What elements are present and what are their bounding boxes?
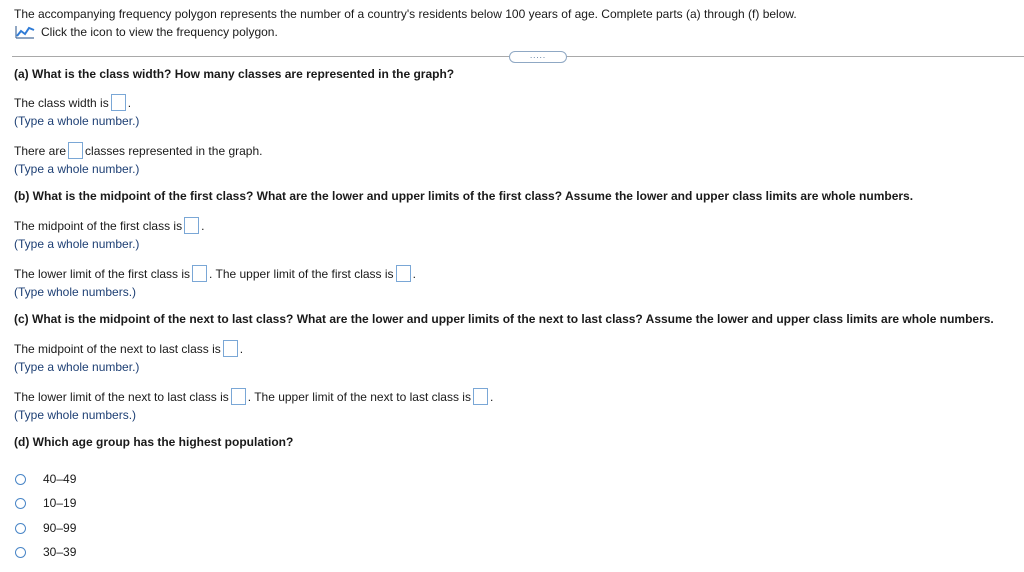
period: . bbox=[127, 95, 132, 110]
part-a-question: (a) What is the class width? How many classes are represented in the graph? bbox=[14, 67, 455, 81]
part-b-question: (b) What is the midpoint of the first class? What are the lower and upper limits of the first class? Assume the lower and upper class limits are whole numbers. bbox=[14, 189, 914, 203]
option-label: 30–39 bbox=[43, 545, 77, 559]
expand-button[interactable]: ..... bbox=[509, 51, 567, 63]
option-label: 40–49 bbox=[43, 472, 77, 486]
first-midpoint-hint: (Type a whole number.) bbox=[14, 237, 140, 251]
first-midpoint-label: The midpoint of the first class is bbox=[14, 218, 183, 233]
intro-text: The accompanying frequency polygon represents the number of a country's residents below 100 years of age. Complete parts (a) through (f) below. bbox=[14, 7, 797, 21]
last-upper-input[interactable] bbox=[473, 388, 488, 405]
first-limits-hint: (Type whole numbers.) bbox=[14, 285, 137, 299]
class-width-input[interactable] bbox=[111, 94, 126, 111]
period: . bbox=[489, 389, 494, 404]
first-upper-input[interactable] bbox=[396, 265, 411, 282]
first-upper-label: . The upper limit of the first class is bbox=[209, 266, 394, 281]
radio-button[interactable] bbox=[15, 523, 26, 534]
option-row[interactable] bbox=[15, 545, 76, 559]
option-label: 90–99 bbox=[43, 521, 77, 535]
last-midpoint-input[interactable] bbox=[223, 340, 238, 357]
radio-button[interactable] bbox=[15, 547, 26, 558]
last-midpoint-hint: (Type a whole number.) bbox=[14, 360, 140, 374]
first-lower-input[interactable] bbox=[192, 265, 207, 282]
class-count-input[interactable] bbox=[68, 142, 83, 159]
part-c-question: (c) What is the midpoint of the next to last class? What are the lower and upper limits of the next to last class? Assume the lower and upper class limits are whole numbers. bbox=[14, 312, 994, 326]
option-row[interactable] bbox=[15, 496, 76, 510]
class-count-prefix: There are bbox=[14, 143, 67, 158]
last-lower-input[interactable] bbox=[231, 388, 246, 405]
last-midpoint-label: The midpoint of the next to last class is bbox=[14, 341, 221, 356]
period: . bbox=[201, 218, 205, 233]
icon-hint-row bbox=[14, 24, 278, 40]
first-lower-label: The lower limit of the first class is bbox=[14, 266, 191, 281]
last-lower-label: The lower limit of the next to last class is bbox=[14, 389, 229, 404]
period: . bbox=[412, 266, 416, 281]
option-row[interactable] bbox=[15, 521, 76, 535]
last-limits-row bbox=[14, 388, 493, 405]
class-width-label: The class width is bbox=[14, 95, 109, 110]
first-limits-row bbox=[14, 265, 416, 282]
option-row[interactable] bbox=[15, 472, 76, 486]
last-limits-hint: (Type whole numbers.) bbox=[14, 408, 137, 422]
radio-button[interactable] bbox=[15, 474, 26, 485]
last-upper-label: . The upper limit of the next to last class is bbox=[247, 389, 471, 404]
class-width-hint: (Type a whole number.) bbox=[14, 114, 140, 128]
class-width-row bbox=[14, 94, 131, 111]
first-midpoint-input[interactable] bbox=[184, 217, 199, 234]
class-count-hint: (Type a whole number.) bbox=[14, 162, 140, 176]
part-d-question: (d) Which age group has the highest population? bbox=[14, 435, 294, 449]
option-label: 10–19 bbox=[43, 496, 77, 510]
class-count-suffix: classes represented in the graph. bbox=[85, 143, 263, 158]
last-midpoint-row bbox=[14, 340, 243, 357]
radio-button[interactable] bbox=[15, 498, 26, 509]
line-chart-icon[interactable] bbox=[14, 24, 36, 40]
class-count-row bbox=[14, 142, 262, 159]
period: . bbox=[239, 341, 244, 356]
icon-hint-text: Click the icon to view the frequency polygon. bbox=[41, 25, 278, 39]
first-midpoint-row bbox=[14, 217, 204, 234]
